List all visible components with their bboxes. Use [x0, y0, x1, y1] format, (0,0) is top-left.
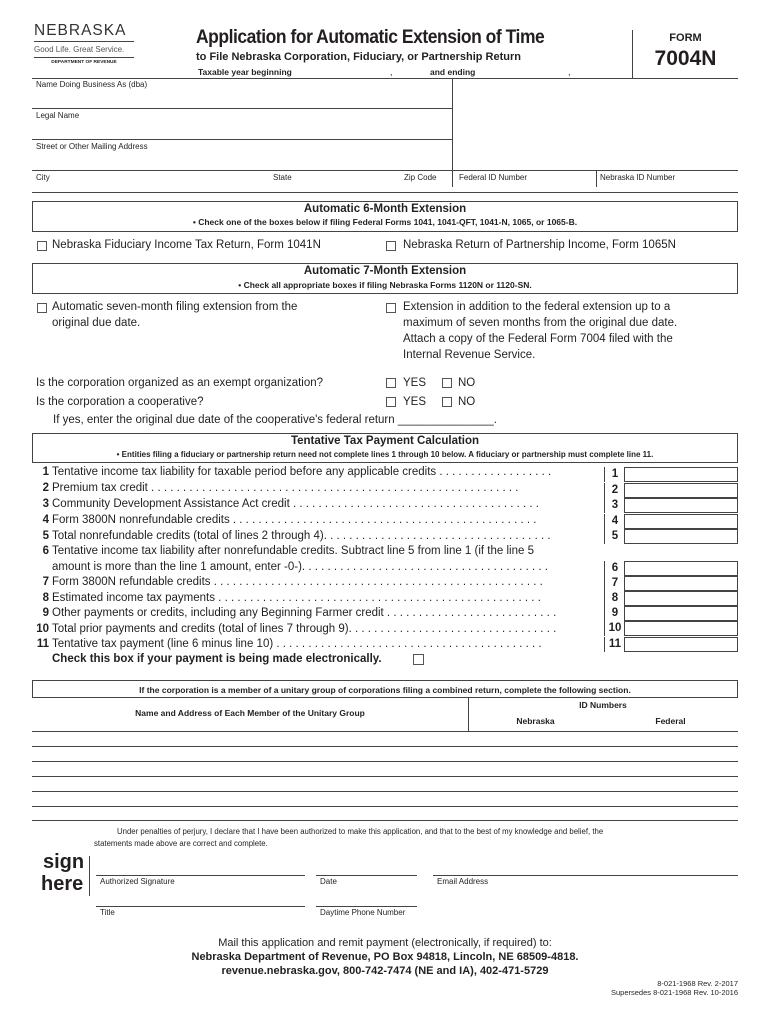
- unitary-member-row[interactable]: [33, 806, 737, 819]
- zip-input[interactable]: [400, 181, 450, 191]
- amount-input-line-5[interactable]: [624, 529, 738, 544]
- unitary-member-row[interactable]: [33, 792, 737, 805]
- seven-month-option1-line2: original due date.: [52, 317, 141, 329]
- amount-box-label: 10: [604, 621, 625, 636]
- amount-box-label: 7: [604, 576, 625, 591]
- amount-input-line-11[interactable]: [624, 637, 738, 652]
- taxable-year-end-input[interactable]: [482, 64, 566, 76]
- coop-yes-label: YES: [403, 396, 427, 408]
- payment-line-text: Form 3800N nonrefundable credits . . . . . . . . . . . . . . . . . . . . . . . . . . . . . . . . . . . . . . . . . . . . . . . .: [52, 514, 537, 526]
- payment-line-text: Tentative income tax liability after nonrefundable credits. Subtract line 5 from line 1 (if the line 5: [52, 545, 534, 557]
- federal-id-label: Federal ID Number: [459, 173, 528, 182]
- amount-box-label: 9: [604, 606, 625, 621]
- logo-tagline: Good Life. Great Service.: [34, 45, 125, 54]
- logo-department: DEPARTMENT OF REVENUE: [51, 60, 117, 65]
- taxable-year-comma-1: ,: [390, 67, 393, 77]
- title-label: Title: [100, 908, 115, 917]
- dba-input[interactable]: [33, 90, 451, 107]
- exempt-no-checkbox[interactable]: [442, 378, 452, 388]
- perjury-statement-line1: Under penalties of perjury, I declare that I have been authorized to make this application, and that to the best of my knowledge and belief, the: [117, 827, 604, 836]
- unitary-federal-col: Federal: [655, 716, 686, 726]
- address-input[interactable]: [33, 152, 451, 169]
- amount-box-label: 3: [604, 498, 625, 513]
- payment-line-9: [32, 607, 602, 622]
- sign-label: sign: [43, 851, 85, 873]
- exempt-question: Is the corporation organized as an exempt organization?: [36, 377, 324, 389]
- contact-info: revenue.nebraska.gov, 800-742-7474 (NE and IA), 402-471-5729: [221, 965, 549, 977]
- payment-calc-title: Tentative Tax Payment Calculation: [290, 435, 480, 447]
- payment-line-text: Tentative tax payment (line 6 minus line 10) . . . . . . . . . . . . . . . . . . . . . . . . . . . . . . . . . . . . . . . . . .: [52, 638, 542, 650]
- exempt-no-label: NO: [458, 377, 476, 389]
- additional-extension-checkbox[interactable]: [386, 303, 396, 313]
- and-ending-label: and ending: [430, 67, 476, 77]
- payment-line-5: [32, 530, 602, 545]
- payment-line-11: [32, 638, 602, 653]
- amount-input-line-8[interactable]: [624, 591, 738, 606]
- unitary-member-row[interactable]: [33, 747, 737, 760]
- city-label: City: [36, 173, 50, 182]
- seven-month-option2-line2: maximum of seven months from the original due date.: [403, 317, 678, 329]
- payment-line-number: 5: [42, 530, 49, 542]
- supersedes-line: Supersedes 8-021-1968 Rev. 10-2016: [610, 988, 738, 997]
- payment-line-text: Community Development Assistance Act credit . . . . . . . . . . . . . . . . . . . . . . . . . . . . . . . . . . . . . . .: [52, 498, 539, 510]
- payment-line-6: [32, 545, 602, 560]
- payment-line-7: [32, 576, 602, 591]
- exempt-yes-label: YES: [403, 377, 427, 389]
- payment-line-number: 7: [42, 576, 49, 588]
- payment-line-number: 2: [42, 482, 49, 494]
- form-1065n-checkbox[interactable]: [386, 241, 396, 251]
- amount-input-line-6[interactable]: [624, 561, 738, 576]
- email-address-input[interactable]: [433, 860, 737, 874]
- seven-month-instruction: • Check all appropriate boxes if filing Nebraska Forms 1120N or 1120-SN.: [238, 280, 532, 290]
- state-label: State: [273, 173, 292, 182]
- daytime-phone-input[interactable]: [316, 891, 416, 905]
- form-1041n-label: Nebraska Fiduciary Income Tax Return, Form 1041N: [52, 239, 321, 251]
- signature-date-input[interactable]: [316, 860, 416, 874]
- coop-question: Is the corporation a cooperative?: [36, 396, 204, 408]
- legal-name-label: Legal Name: [36, 111, 80, 120]
- payment-line-text: Estimated income tax payments . . . . . . . . . . . . . . . . . . . . . . . . . . . . . . . . . . . . . . . . . . . . . . . . . . .: [52, 592, 541, 604]
- payment-line-number: 4: [42, 514, 49, 526]
- legal-name-input[interactable]: [33, 121, 451, 138]
- nebraska-logo: [34, 22, 134, 65]
- unitary-instruction: If the corporation is a member of a unitary group of corporations filing a combined return, complete the following section.: [139, 685, 631, 695]
- unitary-member-row[interactable]: [33, 732, 737, 745]
- title-input[interactable]: [96, 891, 304, 905]
- perjury-statement-line2: statements made above are correct and complete.: [94, 839, 268, 848]
- payment-line-3: [32, 498, 602, 513]
- payment-line-number: 3: [42, 498, 49, 510]
- amount-input-line-7[interactable]: [624, 576, 738, 591]
- daytime-phone-label: Daytime Phone Number: [320, 908, 406, 917]
- amount-input-line-9[interactable]: [624, 606, 738, 621]
- form-title: Application for Automatic Extension of Time: [196, 27, 545, 48]
- electronic-payment-checkbox[interactable]: [413, 654, 424, 665]
- payment-line-number: 8: [42, 592, 49, 604]
- unitary-id-header: ID Numbers: [579, 700, 627, 710]
- amount-input-line-10[interactable]: [624, 621, 738, 636]
- email-address-label: Email Address: [437, 877, 489, 886]
- form-label: FORM: [669, 32, 702, 44]
- address-label: Street or Other Mailing Address: [36, 142, 148, 151]
- mail-address: Nebraska Department of Revenue, PO Box 94818, Lincoln, NE 68509-4818.: [191, 951, 579, 963]
- amount-input-line-1[interactable]: [624, 467, 738, 482]
- nebraska-id-input[interactable]: [598, 181, 736, 191]
- amount-input-line-4[interactable]: [624, 514, 738, 529]
- logo-name: NEBRASKA: [34, 22, 127, 39]
- payment-line-4: [32, 514, 602, 529]
- payment-line-text: Premium tax credit . . . . . . . . . . . . . . . . . . . . . . . . . . . . . . . . . . . . . . . . . . . . . . . . . . . . . . . . . .: [52, 482, 519, 494]
- payment-line-8: [32, 592, 602, 607]
- unitary-name-header: Name and Address of Each Member of the Unitary Group: [135, 708, 365, 718]
- here-label: here: [41, 873, 84, 895]
- payment-line-10: [32, 623, 602, 638]
- seven-month-option2-line3: Attach a copy of the Federal Form 7004 filed with the: [403, 333, 673, 345]
- seven-month-option2-line4: Internal Revenue Service.: [403, 349, 536, 361]
- electronic-payment-label: Check this box if your payment is being made electronically.: [52, 653, 382, 665]
- taxable-year-label: Taxable year beginning: [198, 67, 292, 77]
- seven-month-extension-checkbox[interactable]: [37, 303, 47, 313]
- taxable-year-begin-input[interactable]: [300, 64, 386, 76]
- payment-line-number: 1: [42, 466, 49, 478]
- payment-line-text: Form 3800N refundable credits . . . . . . . . . . . . . . . . . . . . . . . . . . . . . . . . . . . . . . . . . . . . . . . . . . . .: [52, 576, 543, 588]
- amount-box-label: 2: [604, 483, 625, 498]
- unitary-member-row[interactable]: [33, 762, 737, 775]
- payment-line-text: Total nonrefundable credits (total of lines 2 through 4). . . . . . . . . . . . . . . . . . . . . . . . . . . . . . . . . . . .: [52, 530, 551, 542]
- coop-due-date-input[interactable]: [453, 413, 533, 427]
- payment-line-text: amount is more than the line 1 amount, enter -0-). . . . . . . . . . . . . . . . . . . . . . . . . . . . . . . . . . . . . . .: [52, 561, 548, 573]
- form-number: 7004N: [654, 47, 717, 70]
- six-month-instruction: • Check one of the boxes below if filing Federal Forms 1041, 1041-QFT, 1041-N, 1065, or 1065-B.: [192, 217, 578, 227]
- city-input[interactable]: [33, 181, 268, 191]
- form-1041n-checkbox[interactable]: [37, 241, 47, 251]
- amount-box-label: 5: [604, 529, 625, 544]
- payment-line-cont: [32, 561, 602, 576]
- authorized-signature-input[interactable]: [96, 860, 304, 874]
- amount-box-label: 11: [604, 637, 625, 652]
- nebraska-id-label: Nebraska ID Number: [600, 173, 676, 182]
- amount-box-label: 1: [604, 467, 625, 482]
- seven-month-option1-line1: Automatic seven-month filing extension from the: [52, 301, 298, 313]
- form-1065n-label: Nebraska Return of Partnership Income, Form 1065N: [403, 239, 676, 251]
- amount-input-line-2[interactable]: [624, 483, 738, 498]
- payment-line-text: Other payments or credits, including any Beginning Farmer credit . . . . . . . . . . . . . . . . . . . . . . . . . . .: [52, 607, 557, 619]
- coop-due-date-prompt: If yes, enter the original due date of the cooperative's federal return _______________.: [53, 414, 497, 426]
- mail-instruction: Mail this application and remit payment (electronically, if required) to:: [218, 937, 552, 949]
- form-subtitle: to File Nebraska Corporation, Fiduciary, or Partnership Return: [196, 51, 521, 63]
- authorized-signature-label: Authorized Signature: [100, 877, 175, 886]
- amount-input-line-3[interactable]: [624, 498, 738, 513]
- payment-line-text: Total prior payments and credits (total of lines 7 through 9). . . . . . . . . . . . . . . . . . . . . . . . . . . . . . . . .: [52, 623, 557, 635]
- amount-box-label: 8: [604, 591, 625, 606]
- payment-line-text: Tentative income tax liability for taxable period before any applicable credits . . . . . . . . . . . . . . . . . .: [52, 466, 552, 478]
- seven-month-title: Automatic 7-Month Extension: [303, 265, 467, 277]
- taxable-year-comma-2: ,: [568, 67, 571, 77]
- zip-label: Zip Code: [404, 173, 437, 182]
- six-month-title: Automatic 6-Month Extension: [303, 203, 467, 215]
- state-input[interactable]: [270, 181, 398, 191]
- signature-date-label: Date: [320, 877, 337, 886]
- coop-no-checkbox[interactable]: [442, 397, 452, 407]
- payment-line-number: 9: [42, 607, 49, 619]
- dba-label: Name Doing Business As (dba): [36, 80, 148, 89]
- payment-line-1: [32, 466, 602, 481]
- unitary-nebraska-col: Nebraska: [516, 716, 555, 726]
- revision-line: 8-021-1968 Rev. 2-2017: [657, 979, 738, 988]
- payment-line-number: 6: [42, 545, 49, 557]
- coop-yes-checkbox[interactable]: [386, 397, 396, 407]
- coop-no-label: NO: [458, 396, 476, 408]
- unitary-row-line: [32, 820, 738, 821]
- payment-calc-instruction: • Entities filing a fiduciary or partnership return need not complete lines 1 through 10 below. A fiduciary or partnership must complete line 11.: [116, 450, 654, 459]
- amount-box-label: 6: [604, 561, 625, 576]
- federal-id-input[interactable]: [455, 181, 593, 191]
- unitary-member-row[interactable]: [33, 777, 737, 790]
- payment-line-number: 10: [36, 623, 49, 635]
- payment-line-2: [32, 482, 602, 497]
- payment-line-number: 11: [36, 638, 49, 650]
- amount-box-label: 4: [604, 514, 625, 529]
- seven-month-option2-line1: Extension in addition to the federal extension up to a: [403, 301, 671, 313]
- exempt-yes-checkbox[interactable]: [386, 378, 396, 388]
